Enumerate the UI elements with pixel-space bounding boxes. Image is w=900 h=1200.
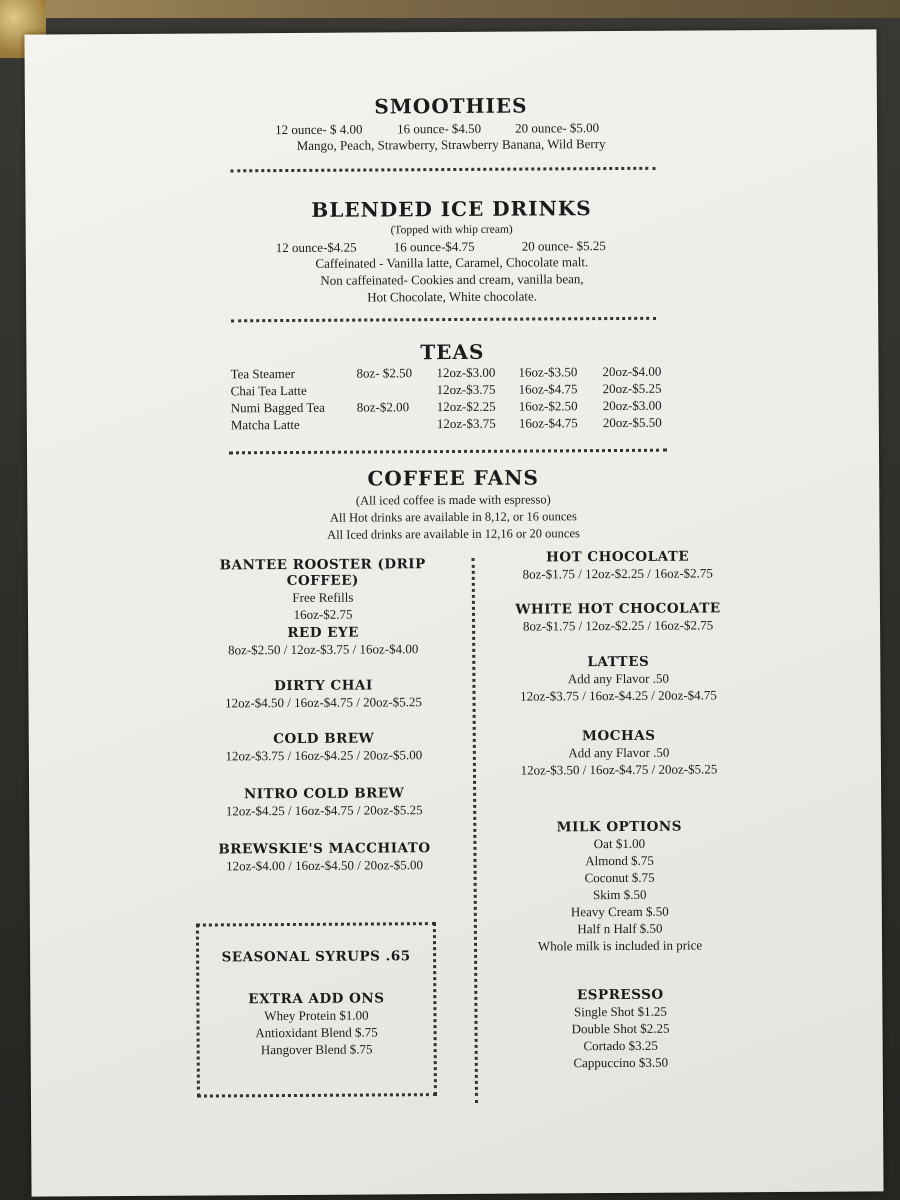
tea-price [357,415,437,432]
milk-options-section [484,818,755,955]
item-title: EXTRA ADD ONS [248,990,385,1008]
item-line: Add any Flavor .50 [567,670,669,687]
item-line: Single Shot $1.25 [573,1003,667,1020]
blended-size-12: 12 ounce-$4.25 [275,239,357,256]
item-line: Free Refills [292,589,354,605]
item-title: BREWSKIE'S MACCHIATO [218,840,431,858]
tea-price: 12oz-$2.25 [436,398,496,415]
smoothies-flavors: Mango, Peach, Strawberry, Strawberry Banana, Wild Berry [296,136,606,153]
item-title: COLD BREW [273,730,375,748]
dirty-chai-section [188,677,458,712]
item-line: Double Shot $2.25 [571,1020,670,1037]
item-title: DIRTY CHAI [274,677,373,695]
tea-name: Numi Bagged Tea [230,399,325,416]
divider [231,317,656,323]
item-line: 12oz-$3.75 / 16oz-$4.25 / 20oz-$5.00 [225,747,423,764]
tea-price: 8oz- $2.50 [356,365,413,381]
blended-size-16: 16 ounce-$4.75 [393,238,475,255]
tea-price: 12oz-$3.00 [436,364,496,381]
item-title: ESPRESSO [576,986,664,1004]
blended-line: Hot Chocolate, White chocolate. [367,288,538,305]
item-line: 12oz-$3.75 / 16oz-$4.25 / 20oz-$4.75 [520,687,717,704]
tea-price: 16oz-$4.75 [518,381,578,397]
item-line: 8oz-$1.75 / 12oz-$2.25 / 16oz-$2.75 [522,565,713,582]
item-line: 8oz-$2.50 / 12oz-$3.75 / 16oz-$4.00 [228,641,419,658]
item-title: NITRO COLD BREW [243,785,405,803]
tea-price: 20oz-$4.00 [602,363,662,380]
tea-name: Chai Tea Latte [230,382,307,399]
item-title: SEASONAL SYRUPS .65 [221,948,411,966]
smoothies-title: SMOOTHIES [374,93,528,119]
extra-addons-section [196,990,436,1058]
nitro-cold-brew-section [189,785,459,820]
item-line: Antioxidant Blend $.75 [255,1024,378,1041]
lattes-section [483,653,753,705]
smoothies-size-16: 16 ounce- $4.50 [396,120,482,137]
blended-title: BLENDED ICE DRINKS [311,196,592,222]
tea-price: 12oz-$3.75 [436,381,496,398]
cold-brew-section [189,730,459,765]
item-title: MOCHAS [581,727,656,745]
divider [229,449,667,455]
tea-row [231,414,662,434]
item-line: 12oz-$4.50 / 16oz-$4.75 / 20oz-$5.25 [225,694,422,711]
seasonal-syrups [196,948,436,965]
bantee-rooster-section [188,556,458,624]
item-title: WHITE HOT CHOCOLATE [515,600,721,618]
divider [230,167,655,173]
item-title: BANTEE ROOSTER (DRIP COFFEE) [219,556,426,590]
smoothies-size-12: 12 ounce- $ 4.00 [274,121,363,138]
item-line: 8oz-$1.75 / 12oz-$2.25 / 16oz-$2.75 [522,617,714,634]
item-line: Coconut $.75 [584,869,655,886]
item-line: Almond $.75 [585,852,654,869]
tea-price: 16oz-$4.75 [518,415,578,431]
espresso-section [485,986,756,1072]
tea-price: 16oz-$3.50 [518,364,578,380]
item-line: Cortado $3.25 [583,1037,658,1054]
item-line: 16oz-$2.75 [293,606,353,622]
red-eye-section [188,624,458,659]
tea-name: Tea Steamer [230,365,296,382]
tea-price: 20oz-$5.25 [602,380,662,397]
coffee-title: COFFEE FANS [367,465,539,491]
table-edge [0,0,900,18]
item-title: LATTES [587,653,650,671]
teas-title: TEAS [420,339,485,365]
mochas-section [484,727,754,779]
item-title: HOT CHOCOLATE [546,548,690,566]
menu-page [24,29,883,1196]
blended-line: Non caffeinated- Cookies and cream, vanilla bean, [320,271,584,288]
tea-price [357,381,437,398]
coffee-note: All Iced drinks are available in 12,16 or 20 ounces [327,526,580,542]
teas-table [230,363,661,434]
tea-price: 8oz-$2.00 [356,399,410,415]
item-line: Oat $1.00 [593,835,646,852]
item-line: 12oz-$4.25 / 16oz-$4.75 / 20oz-$5.25 [225,802,423,819]
item-line: Heavy Cream $.50 [570,903,669,920]
tea-price: 20oz-$5.50 [602,414,662,431]
item-line: Add any Flavor .50 [568,744,670,761]
tea-price: 20oz-$3.00 [602,397,662,414]
item-line: Cappuccino $3.50 [573,1054,669,1071]
hot-chocolate-section [483,548,753,583]
item-line: Whole milk is included in price [537,937,703,954]
white-hot-chocolate-section [483,600,753,635]
coffee-note: (All iced coffee is made with espresso) [355,492,551,508]
item-title: RED EYE [287,624,359,642]
item-line: 12oz-$3.50 / 16oz-$4.75 / 20oz-$5.25 [520,761,718,778]
item-line: Hangover Blend $.75 [260,1041,373,1058]
smoothies-size-20: 20 ounce- $5.00 [514,120,600,136]
item-line: Half n Half $.50 [577,920,663,937]
tea-price: 16oz-$2.50 [518,398,578,414]
brewskies-macchiato-section [189,840,459,875]
coffee-note: All Hot drinks are available in 8,12, or 16 ounces [329,509,577,525]
item-line: Whey Protein $1.00 [264,1007,369,1024]
item-line: 12oz-$4.00 / 16oz-$4.50 / 20oz-$5.00 [226,857,423,874]
blended-line: Caffeinated - Vanilla latte, Caramel, Chocolate malt. [315,254,589,271]
tea-price: 12oz-$3.75 [436,415,496,432]
item-line: Skim $.50 [592,886,647,903]
item-title: MILK OPTIONS [556,818,683,836]
blended-size-20: 20 ounce- $5.25 [521,238,606,254]
tea-name: Matcha Latte [230,416,300,433]
column-divider [472,558,478,1103]
blended-note: (Topped with whip cream) [390,223,513,237]
